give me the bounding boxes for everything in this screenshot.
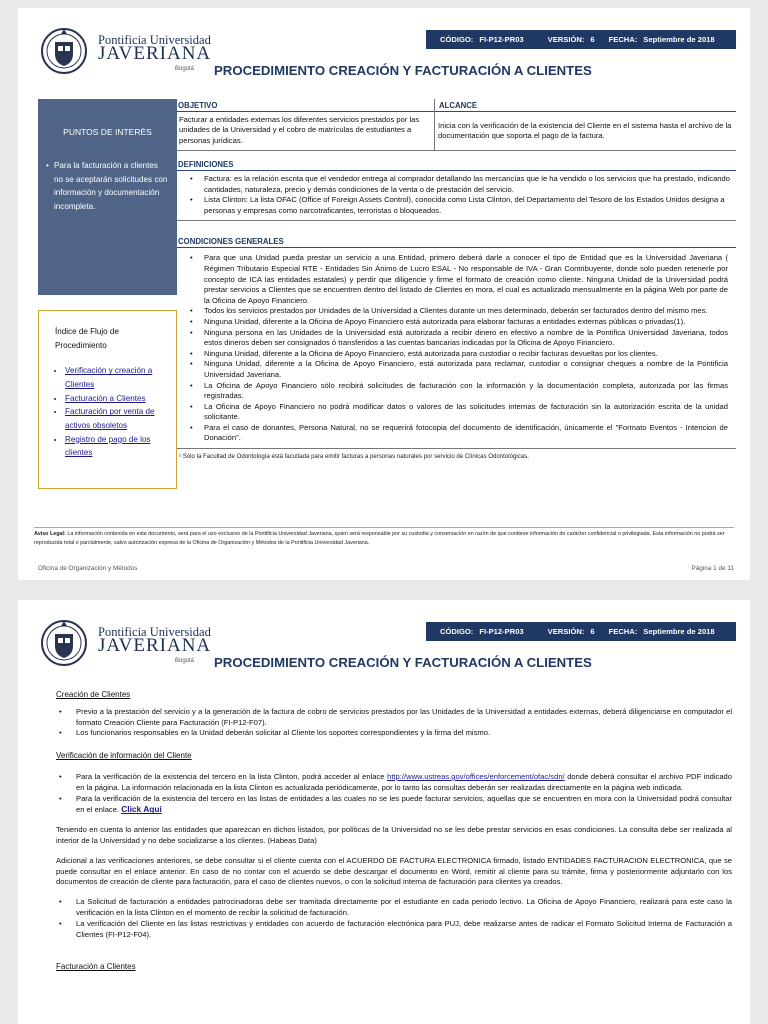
document-page-2 (18, 600, 750, 1024)
page2-body (56, 690, 732, 979)
university-seal-icon (38, 26, 90, 76)
policy-paragraph: Teniendo en cuenta lo anterior las entidades que aparezcan en dichos listados, por políticas de la Universidad no se les debe prestar servicios en esas condiciones. La consulta debe ser realizada al interior de la Universidad y no debe socializarse a los clientes. (Habeas Data) (56, 825, 732, 845)
version-value: 6 (590, 35, 595, 44)
document-title: PROCEDIMIENTO CREACIÓN Y FACTURACIÓN A CLIENTES (214, 63, 592, 78)
link-facturacion-activos[interactable]: Facturación por venta de activos obsoletos (65, 407, 155, 430)
document-title: PROCEDIMIENTO CREACIÓN Y FACTURACIÓN A CLIENTES (214, 655, 592, 670)
fecha-value: Septiembre de 2018 (643, 627, 715, 636)
version-label: VERSIÓN: (547, 35, 585, 44)
creacion-item: • Previo a la prestación del servicio y a la generación de la factura de cobro de servicios prestados por las Unidades de la Universidad a entidades externas, deberá diligenciarse en computador el formato Creación Cliente para Facturación (FI-P12-F07). (56, 707, 732, 729)
fecha-label: FECHA: (608, 35, 638, 44)
flow-index-title: Índice de Flujo de Procedimiento (55, 327, 119, 350)
creacion-item: • Los funcionarios responsables en la Unidad deberán solicitar al Cliente los soportes correspondientes y la firma del mismo. (56, 728, 732, 739)
verificacion-item (56, 772, 732, 794)
codigo-value: FI-P12-PR03 (479, 627, 524, 636)
legal-notice (34, 527, 734, 548)
points-of-interest-panel (38, 99, 177, 295)
verif-1-before: Para la verificación de la existencia del tercero en la lista Clinton, podrá acceder al enlace (76, 771, 388, 781)
legal-text: La información contenida en este documento, será para el uso exclusivo de la Pontificia Universidad Javeriana, quien será responsable por su custodia y conservación en razón de que contiene información de carácter confidencial o privilegiada. Esta información no podrá ser reproducida total o parcialmente, salvo autorización expresa de la Oficina de Organización y Métodos de la Pontificia Universidad Javeriana. (34, 531, 725, 546)
codigo-value: FI-P12-PR03 (479, 35, 524, 44)
final-item: • La Solicitud de facturación a entidades patrocinadoras debe ser tramitada directamente por el estudiante en cada periodo lectivo. La Oficina de Apoyo Financiero, realizará para este caso la verificación en la lista Clinton en el momento de recibir la solicitud de facturación. (56, 897, 732, 919)
verif-2-text: Para la verificación de la existencia del tercero en las listas de entidades a las cuales no se les puede facturar servicios, aquellas que se encuentren en mora con la Universidad podrá consultar en el enlace. (76, 793, 732, 815)
version-label: VERSIÓN: (547, 627, 585, 636)
objective-cell (177, 99, 435, 151)
condition-item: • Ninguna Unidad, diferente a la Oficina de Apoyo Financiero, está autorizada para reclamar, custodiar o consignar cheques a nombre de la Pontificia Universidad Javeriana. (177, 359, 728, 380)
page-footer (38, 565, 734, 572)
logo-text-line1: Pontificia Universidad (98, 625, 211, 639)
link-registro-pago[interactable]: Registro de pago de los clientes (65, 434, 151, 458)
university-logo (38, 26, 228, 78)
flow-index-item (65, 405, 168, 432)
logo-text-line3: Bogotá (175, 658, 195, 664)
condition-item: • Para que una Unidad pueda prestar un servicio a una Entidad, primero deberá darle a conocer el tipo de Entidad que es la Universidad Javeriana ( Régimen Tributario Especial RTE - Entidades Sin Ánimo de Lucro ESAL - No responsable de IVA - Gran Contribuyente, donde solo pueden retenerle por concepto de ICA las entidades estatales) y perdir que diligencie y firme el formato de creación como cliente. Ninguna Unidad de la Universidad podrá prestar servicios a Clientes que se encuentren dentro del listado de Clientes en mora, el cual es actualizado mensualmente en la página Web por parte de la Oficina de Apoyo Financiero. (177, 253, 728, 306)
condition-item: • La Oficina de Apoyo Financiero sólo recibirá solicitudes de facturación con la información y la documentación completa, autorizada por las firmas registradas. (177, 381, 728, 402)
link-verificacion-creacion[interactable]: Verificación y creación a Clientes (65, 366, 153, 389)
alcance-text: Inicia con la verificación de la existencia del Cliente en el sistema hasta el archivo de la documentación que soporta el pago de la factura. (435, 112, 736, 151)
flow-index-item (65, 392, 168, 405)
objetivo-text: Facturar a entidades externas los diferentes servicios prestados por las unidades de la Universidad y el cobro de matrículas de estudiantes a personas jurídicas. (177, 112, 434, 151)
footer-page-number: Página 1 de 11 (691, 565, 734, 572)
codigo-label: CÓDIGO: (440, 627, 474, 636)
footer-office: Oficina de Organización y Métodos (38, 565, 138, 572)
university-logo (38, 618, 228, 670)
condition-item: • Todos los servicios prestados por Unidades de la Universidad a Clientes durante un mes determinado, deberán ser facturados dentro del mismo mes. (177, 306, 728, 317)
facturacion-heading: Facturación a Clientes (56, 962, 136, 972)
fecha-value: Septiembre de 2018 (643, 35, 715, 44)
verificacion-item (56, 794, 732, 817)
points-of-interest-title: PUNTOS DE INTERÉS (63, 127, 152, 137)
click-aqui-link[interactable]: Click Aqui (121, 804, 162, 815)
definition-item: • Factura: es la relación escrita que el vendedor entrega al comprador detallando las mercancías que le ha vendido o los servicios que ha prestado, indicando cantidades, naturaleza, precio y demás condiciones de la venta o de prestación del servicio. (177, 174, 730, 195)
condition-item: • Ninguna Unidad, diferente a la Oficina de Apoyo Financiero, está autorizada para custodiar o recibir facturas devueltas por los clientes. (177, 349, 728, 360)
university-seal-icon (38, 618, 90, 668)
condition-item: • La Oficina de Apoyo Financiero no podrá modificar datos o valores de las solicitudes internas de facturación sin la autorización escrita de la unidad solicitante. (177, 402, 728, 423)
alcance-heading: ALCANCE (435, 99, 736, 112)
final-item: • La verificación del Cliente en las listas restrictivas y entidades con acuerdo de facturación electrónica para PUJ, debe realizarse antes de radicar el Formato Solicitud Interna de Facturación a Clientes (FI-P12-F04). (56, 919, 732, 941)
objetivo-heading: OBJETIVO (177, 99, 434, 112)
definiciones-heading: DEFINICIONES (177, 151, 736, 171)
legal-label: Aviso Legal: (34, 531, 66, 537)
definitions-list (177, 171, 736, 221)
footnote: ¹ Sólo la Facultad de Odontología está facultada para emitir facturas a personas naturales por servicio de Clínicas Odontológicas. (179, 453, 529, 461)
creacion-heading: Creación de Clientes (56, 690, 131, 699)
procedure-content (177, 99, 736, 460)
definition-item: • Lista Clinton: La lista OFAC (Office of Foreign Assets Control), conocida como Lista Clinton, del Departamento del Tesoro de los Estados Unidos designa a personas y empresas como narcotraficantes, terroristas o bloqueados. (177, 195, 730, 216)
document-code-bar (426, 622, 736, 641)
logo-text-line1: Pontificia Universidad (98, 33, 211, 47)
scope-cell (435, 99, 736, 151)
points-of-interest-item: • Para la facturación a clientes no se aceptarán solicitudes con información y documentación incompleta. (48, 159, 169, 213)
flow-index-item (65, 364, 168, 391)
logo-text-line2: JAVERIANA (98, 635, 212, 656)
fecha-label: FECHA: (608, 627, 638, 636)
condition-item: • Para el caso de donantes, Persona Natural, no se requerirá fotocopia del documento de identificación, únicamente el "Formato Eventos - Intencion de Donación". (177, 423, 728, 444)
verificacion-heading: Verificación de información del Cliente (56, 751, 192, 761)
conditions-list (177, 248, 736, 449)
document-page-1 (18, 8, 750, 580)
condition-item: • Ninguna Unidad, diferente a la Oficina de Apoyo Financiero está autorizada para elaborar facturas a entidades externas públicas o privadas(1). (177, 317, 728, 328)
link-facturacion-clientes[interactable]: Facturación a Clientes (65, 393, 146, 403)
logo-text-line3: Bogotá (175, 66, 195, 72)
ofac-sdn-link[interactable]: http://www.ustreas.gov/offices/enforcement/ofac/sdn/ (387, 771, 565, 781)
verif-1-after: donde deberá consultar el archivo PDF indicado en la página. La información relacionada en la lista Clinton es actualizada periódicamente, por lo tanto las consultas deberán ser realizadas directamente en la página web indicada. (76, 771, 732, 792)
codigo-label: CÓDIGO: (440, 35, 474, 44)
condition-item: • Ninguna persona en las Unidades de la Universidad está autorizada a recibir dinero en efectivo a nombre de la Pontifica Universidad Javeriana, todos estos dineros deben ser consignados ó transferidos a las cuentas bancarias indicadas por la Oficina de Apoyo Financiero. (177, 328, 728, 349)
logo-text-line2: JAVERIANA (98, 43, 212, 64)
objective-scope-row (177, 99, 736, 151)
document-code-bar (426, 30, 736, 49)
electronic-invoice-paragraph: Adicional a las verificaciones anteriores, se debe consultar si el cliente cuenta con el ACUERDO DE FACTURA ELECTRONICA firmado, listado ENTIDADES FACTURACION ELECTRONICA, que se puede consultar en el enlace anterior. En caso de no contar con el acuerdo se debe descargar el documento en Word, remitir al cliente para su trámite, firma y posteriormente adjuntarlo con los documentos de creación de cliente para facturación, para el caso de clientes nuevos, o con la solicitud interna de facturación para clientes ya creados. (56, 855, 732, 887)
flow-index-panel (38, 310, 177, 489)
version-value: 6 (590, 627, 595, 636)
condiciones-heading: CONDICIONES GENERALES (177, 221, 736, 248)
flow-index-item (65, 433, 168, 460)
